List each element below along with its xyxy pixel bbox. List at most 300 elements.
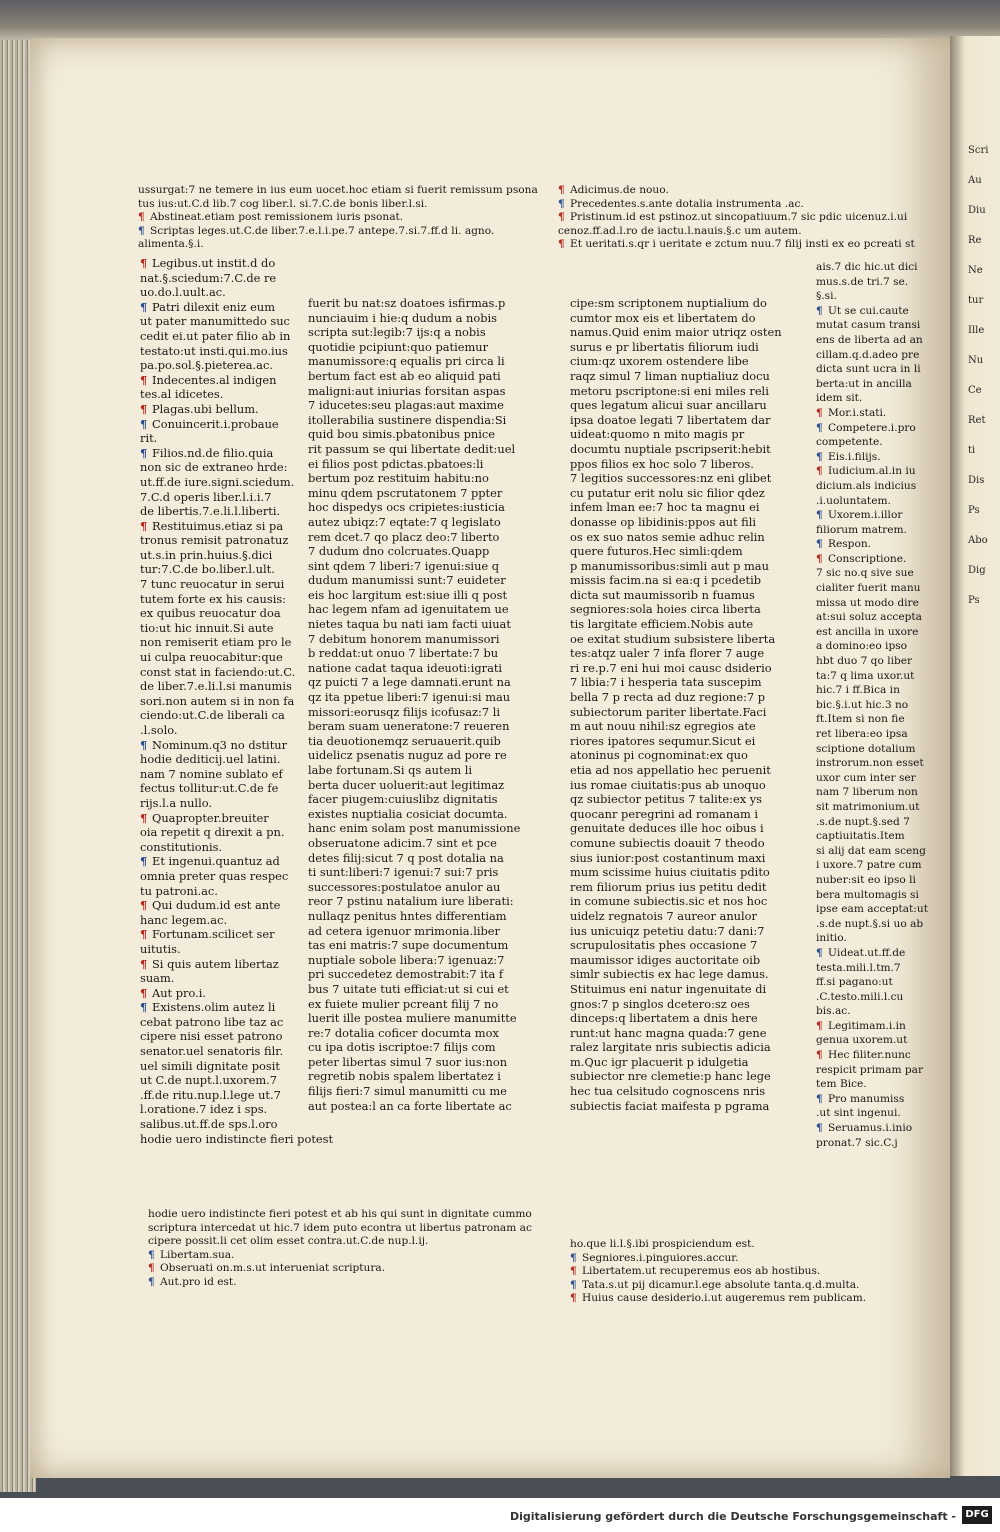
rubric-pilcrow-icon: ¶ bbox=[138, 224, 145, 237]
text-line bbox=[816, 902, 928, 917]
line-text: Plagas.ubi bellum. bbox=[152, 401, 259, 416]
text-line bbox=[570, 442, 782, 457]
line-text: Hec filiter.nunc bbox=[828, 1049, 911, 1062]
text-line bbox=[570, 792, 782, 807]
line-text: cedit ei.ut pater filio ab in bbox=[140, 328, 291, 343]
rubric-pilcrow-icon: ¶ bbox=[140, 927, 148, 942]
text-line bbox=[308, 719, 520, 734]
text-line bbox=[308, 369, 520, 384]
rubric-pilcrow-icon: ¶ bbox=[148, 1262, 155, 1275]
text-line bbox=[816, 464, 928, 479]
line-text: salibus.ut.ff.de sps.l.oro bbox=[140, 1117, 278, 1132]
text-line bbox=[308, 573, 520, 588]
line-text: qz subiector petitus 7 talite:ex ys bbox=[570, 792, 763, 807]
text-line bbox=[816, 552, 928, 567]
rubric-pilcrow-icon: ¶ bbox=[816, 1122, 823, 1135]
line-text: Patri dilexit eniz eum bbox=[152, 299, 276, 314]
line-text: 7 legitios successores:nz eni glibet bbox=[570, 471, 772, 486]
text-line bbox=[308, 880, 520, 895]
text-line bbox=[570, 705, 782, 720]
line-text: ui culpa reuocabitur:que bbox=[140, 650, 283, 665]
text-line bbox=[570, 1011, 782, 1026]
text-line bbox=[308, 354, 520, 369]
right-page-fragment: Dig bbox=[968, 565, 986, 576]
text-line bbox=[570, 486, 782, 501]
line-text: Pro manumiss bbox=[828, 1092, 905, 1105]
text-line bbox=[308, 661, 520, 676]
text-line bbox=[570, 967, 782, 982]
line-text: cipere possit.li cet olim esset contra.ut.C.de nup.l.ij. bbox=[148, 1235, 429, 1248]
line-text: dicta sunt ucra in li bbox=[816, 363, 921, 376]
line-text: bic.§.i.ut hic.3 no bbox=[816, 698, 909, 711]
text-line bbox=[148, 1276, 532, 1290]
text-line bbox=[570, 865, 782, 880]
line-text: uidelz regnatois 7 aureor anulor bbox=[570, 908, 757, 923]
text-line bbox=[140, 708, 333, 723]
text-line bbox=[308, 953, 520, 968]
line-text: simlr subiectis ex hac lege damus. bbox=[570, 967, 769, 982]
rubric-pilcrow-icon: ¶ bbox=[816, 450, 823, 463]
rubric-pilcrow-icon: ¶ bbox=[816, 552, 823, 565]
rubric-pilcrow-icon: ¶ bbox=[570, 1278, 577, 1291]
line-text: ques legatum alicui suar ancillaru bbox=[570, 398, 767, 413]
line-text: .C.testo.mili.l.cu bbox=[816, 990, 904, 1003]
line-text: ut.ff.de iure.signi.sciedum. bbox=[140, 474, 295, 489]
rubric-pilcrow-icon: ¶ bbox=[816, 465, 823, 478]
text-line bbox=[140, 957, 333, 972]
right-page-fragment: Re bbox=[968, 235, 982, 246]
text-line bbox=[570, 1069, 782, 1084]
text-line bbox=[140, 694, 333, 709]
line-text: existes nuptialia cosiciat documta. bbox=[308, 806, 508, 821]
line-text: riores ipatores sequmur.Sicut ei bbox=[570, 733, 756, 748]
line-text: Seruamus.i.inio bbox=[828, 1122, 913, 1135]
text-line bbox=[308, 325, 520, 340]
line-text: facer piugem:cuiuslibz dignitatis bbox=[308, 792, 498, 807]
text-line bbox=[308, 792, 520, 807]
line-text: rit. bbox=[140, 431, 158, 446]
line-text: ut C.de nupt.l.uxorem.7 bbox=[140, 1073, 278, 1088]
rubric-pilcrow-icon: ¶ bbox=[148, 1248, 155, 1261]
line-text: rem filiorum prius ius petitu dedit bbox=[570, 879, 767, 894]
text-line bbox=[816, 406, 928, 421]
line-text: Eis.i.filijs. bbox=[828, 450, 881, 463]
rubric-pilcrow-icon: ¶ bbox=[558, 211, 565, 224]
text-line bbox=[308, 821, 520, 836]
line-text: respicit primam par bbox=[816, 1063, 924, 1076]
line-text: nat.§.sciedum:7.C.de re bbox=[140, 270, 277, 285]
text-line bbox=[308, 734, 520, 749]
text-line bbox=[138, 211, 538, 225]
text-line bbox=[140, 913, 333, 928]
right-page-fragment: Au bbox=[968, 175, 982, 186]
line-text: bus 7 uitate tuti efficiat:ut si cui et bbox=[308, 981, 509, 996]
line-text: labe fortunam.Si qs autem li bbox=[308, 763, 473, 777]
gloss-column-right bbox=[816, 260, 928, 1150]
line-text: natione cadat taqua ideuoti:igrati bbox=[308, 660, 503, 675]
line-text: successores:postulatoe anulor au bbox=[308, 879, 501, 894]
text-line bbox=[140, 344, 333, 359]
line-text: Tata.s.ut pij dicamur.l.ege absolute tanta.q.d.multa. bbox=[582, 1278, 860, 1291]
main-text-column-2 bbox=[570, 296, 782, 1113]
text-line bbox=[140, 942, 333, 957]
text-line bbox=[140, 460, 333, 475]
line-text: sit matrimonium.ut bbox=[816, 800, 920, 813]
text-line bbox=[558, 211, 915, 225]
text-line bbox=[140, 767, 333, 782]
line-text: hec tua celsitudo cognoscens nris bbox=[570, 1084, 766, 1099]
line-text: si alij dat eam sceng bbox=[816, 844, 926, 857]
line-text: Nominum.q3 no dstitur bbox=[152, 737, 288, 752]
rubric-pilcrow-icon: ¶ bbox=[140, 854, 148, 869]
line-text: Conuincerit.i.probaue bbox=[152, 416, 279, 431]
text-line bbox=[570, 413, 782, 428]
line-text: tur:7.C.de bo.liber.l.ult. bbox=[140, 562, 275, 577]
text-line bbox=[570, 719, 782, 734]
text-line bbox=[816, 494, 928, 509]
text-line bbox=[816, 421, 928, 436]
text-line bbox=[140, 548, 333, 563]
line-text: ri re.p.7 eni hui moi causc dsiderio bbox=[570, 660, 772, 675]
text-line bbox=[140, 781, 333, 796]
text-line bbox=[570, 1084, 782, 1099]
line-text: 7 dudum dno colcruates.Quapp bbox=[308, 544, 490, 559]
right-page-fragment: Dis bbox=[968, 475, 985, 486]
text-line bbox=[816, 873, 928, 888]
text-line bbox=[308, 530, 520, 545]
line-text: beram suam ueneratone:7 reueren bbox=[308, 719, 510, 734]
text-line bbox=[138, 238, 538, 252]
text-line bbox=[308, 924, 520, 939]
rubric-pilcrow-icon: ¶ bbox=[140, 372, 148, 387]
line-text: uel simili dignitate posit bbox=[140, 1058, 280, 1073]
text-line bbox=[308, 442, 520, 457]
text-line bbox=[570, 1238, 866, 1252]
text-line bbox=[570, 675, 782, 690]
text-line bbox=[308, 909, 520, 924]
text-line bbox=[140, 869, 333, 884]
line-text: scriptura intercedat ut hic.7 idem puto econtra ut libertus patronam ac bbox=[148, 1221, 532, 1234]
text-line bbox=[308, 413, 520, 428]
text-line bbox=[140, 854, 333, 869]
text-line bbox=[816, 362, 928, 377]
line-text: cialiter fuerit manu bbox=[816, 582, 921, 595]
line-text: berta:ut in ancilla bbox=[816, 377, 912, 390]
text-line bbox=[140, 825, 333, 840]
line-text: cillam.q.d.adeo pre bbox=[816, 348, 920, 361]
bottom-gloss-left bbox=[148, 1208, 532, 1290]
text-line bbox=[308, 748, 520, 763]
text-line bbox=[816, 639, 928, 654]
rubric-pilcrow-icon: ¶ bbox=[816, 406, 823, 419]
line-text: luerit ille postea muliere manumitte bbox=[308, 1011, 517, 1026]
text-line bbox=[140, 665, 333, 680]
line-text: cium:qz uxorem ostendere libe bbox=[570, 354, 749, 369]
text-line bbox=[140, 431, 333, 446]
line-text: b reddat:ut onuo 7 libertate:7 bu bbox=[308, 646, 499, 661]
text-line bbox=[816, 304, 928, 319]
line-text: missori:eorusqz filijs icofusaz:7 li bbox=[308, 704, 501, 719]
line-text: Scriptas leges.ut.C.de liber.7.e.l.i.pe.7 antepe.7.si.7.ff.d li. agno. bbox=[150, 224, 495, 237]
line-text: qz ita ppetue liberi:7 igenui:si mau bbox=[308, 690, 511, 705]
line-text: ad cetera igenuor mrimonia.liber bbox=[308, 923, 500, 938]
text-line bbox=[570, 296, 782, 311]
rubric-pilcrow-icon: ¶ bbox=[140, 256, 148, 270]
line-text: idem sit. bbox=[816, 392, 863, 405]
text-line bbox=[148, 1208, 532, 1222]
rubric-pilcrow-icon: ¶ bbox=[816, 1049, 823, 1062]
text-line bbox=[570, 559, 782, 574]
line-text: p manumissoribus:simli aut p mau bbox=[570, 558, 769, 573]
line-text: minu qdem pscrutatonem 7 ppter bbox=[308, 485, 503, 500]
text-line bbox=[570, 325, 782, 340]
line-text: ei filios post pdictas.pbatoes:li bbox=[308, 456, 484, 471]
right-page-fragment: Ne bbox=[968, 265, 983, 276]
line-text: Adicimus.de nouo. bbox=[570, 184, 669, 196]
text-line bbox=[816, 990, 928, 1005]
line-text: Abstineat.etiam post remissionem iuris psonat. bbox=[150, 211, 404, 224]
rubric-pilcrow-icon: ¶ bbox=[816, 421, 823, 434]
line-text: nunciauim i hie:q dudum a nobis bbox=[308, 310, 498, 325]
line-text: Huius cause desiderio.i.ut augeremus rem publicam. bbox=[582, 1292, 867, 1305]
line-text: itollerabilia sustinere dispendia:Si bbox=[308, 412, 507, 427]
line-text: etia ad nos appellatio hec peruenit bbox=[570, 763, 771, 777]
line-text: nullaqz penitus hntes differentiam bbox=[308, 908, 507, 923]
line-text: cu ipa dotis iscriptoe:7 filijs com bbox=[308, 1040, 496, 1055]
text-line bbox=[308, 486, 520, 501]
rubric-pilcrow-icon: ¶ bbox=[816, 304, 823, 317]
line-text: Mor.i.stati. bbox=[828, 406, 887, 419]
text-line bbox=[816, 756, 928, 771]
line-text: cenoz.ff.ad.l.ro de iactu.l.nauis.§.c um autem. bbox=[558, 224, 802, 237]
text-line bbox=[816, 654, 928, 669]
text-line bbox=[140, 562, 333, 577]
line-text: segniores:sola hoies circa liberta bbox=[570, 602, 761, 617]
line-text: initio. bbox=[816, 932, 847, 945]
line-text: const stat in faciendo:ut.C. bbox=[140, 664, 296, 679]
text-line bbox=[308, 982, 520, 997]
line-text: subiectorum pariter libertate.Faci bbox=[570, 704, 767, 719]
line-text: Obseruati on.m.s.ut interueniat scriptura. bbox=[160, 1262, 386, 1275]
text-line bbox=[558, 184, 915, 198]
line-text: bertum poz restituim habitu:no bbox=[308, 471, 489, 486]
text-line bbox=[570, 1252, 866, 1266]
line-text: rem dcet.7 qo placz deo:7 liberto bbox=[308, 529, 500, 544]
line-text: Pristinum.id est pstinoz.ut sincopatiuum.7 sic pdic uicenuz.i.ui bbox=[570, 211, 908, 224]
text-line bbox=[140, 314, 333, 329]
line-text: uideat:quomo n mito magis pr bbox=[570, 427, 745, 442]
line-text: ex quibus reuocatur doa bbox=[140, 606, 281, 621]
line-text: hac legem nfam ad igenuitatem ue bbox=[308, 602, 509, 617]
text-line bbox=[140, 1073, 333, 1088]
text-line bbox=[308, 690, 520, 705]
text-line bbox=[570, 1292, 866, 1306]
text-line bbox=[570, 617, 782, 632]
line-text: ralez largitate nris subiectis adicia bbox=[570, 1040, 771, 1055]
text-line bbox=[570, 1040, 782, 1055]
text-line bbox=[816, 318, 928, 333]
line-text: a domino:eo ipso bbox=[816, 640, 908, 653]
line-text: testa.mili.l.tm.7 bbox=[816, 961, 901, 974]
text-line bbox=[570, 807, 782, 822]
line-text: quid bou simis.pbatonibus pnice bbox=[308, 427, 495, 442]
line-text: filiorum matrem. bbox=[816, 523, 907, 536]
line-text: tem Bice. bbox=[816, 1078, 867, 1091]
text-line bbox=[140, 417, 333, 432]
text-line bbox=[816, 1063, 928, 1078]
text-line bbox=[140, 519, 333, 534]
text-line bbox=[308, 851, 520, 866]
line-text: Uxorem.i.illor bbox=[828, 509, 903, 522]
line-text: sius iunior:post costantinum maxi bbox=[570, 850, 766, 865]
text-line bbox=[570, 997, 782, 1012]
line-text: metoru pscriptone:si eni miles reli bbox=[570, 383, 769, 398]
line-text: constitutionis. bbox=[140, 839, 223, 854]
line-text: atoninus pi cognominat:ex quo bbox=[570, 748, 748, 763]
line-text: de liber.7.e.li.l.si manumis bbox=[140, 679, 292, 694]
text-line bbox=[140, 1000, 333, 1015]
text-line bbox=[570, 530, 782, 545]
text-line bbox=[140, 300, 333, 315]
line-text: ius romae ciuitatis:pus ab unoquo bbox=[570, 777, 766, 792]
line-text: .ut sint ingenui. bbox=[816, 1107, 901, 1120]
text-line bbox=[570, 588, 782, 603]
line-text: peter libertas simul 7 suor ius:non bbox=[308, 1054, 508, 1069]
line-text: suam. bbox=[140, 971, 175, 986]
line-text: cumtor mox eis et libertatem do bbox=[570, 310, 756, 325]
text-line bbox=[308, 398, 520, 413]
right-page-fragment: Ille bbox=[968, 325, 985, 336]
line-text: raqz simul 7 liman nuptialiuz docu bbox=[570, 368, 770, 383]
line-text: nuptiale sobole libera:7 igenuaz:7 bbox=[308, 952, 505, 967]
line-text: eis hoc largitum est:siue illi q post bbox=[308, 587, 508, 602]
rubric-pilcrow-icon: ¶ bbox=[140, 401, 148, 416]
line-text: .s.de nupt.§.si uo ab bbox=[816, 917, 924, 930]
line-text: nuber:sit eo ipso li bbox=[816, 873, 916, 886]
text-line bbox=[816, 785, 928, 800]
text-line bbox=[816, 435, 928, 450]
line-text: tio:ut hic innuit.Si aute bbox=[140, 620, 274, 635]
line-text: ussurgat:7 ne temere in ius eum uocet.hoc etiam si fuerit remissum psona bbox=[138, 184, 538, 196]
line-text: uidelicz psenatis nuguz ad pore re bbox=[308, 748, 507, 763]
line-text: Competere.i.pro bbox=[828, 421, 916, 434]
line-text: Conscriptione. bbox=[828, 552, 907, 565]
line-text: rijs.l.a nullo. bbox=[140, 795, 212, 810]
text-line bbox=[140, 475, 333, 490]
text-line bbox=[816, 669, 928, 684]
text-line bbox=[308, 457, 520, 472]
line-text: dudum manumissi sunt:7 euideter bbox=[308, 573, 506, 588]
line-text: mutat casum transi bbox=[816, 319, 921, 332]
text-line bbox=[570, 602, 782, 617]
text-line bbox=[138, 184, 538, 198]
text-line bbox=[570, 1099, 782, 1114]
line-text: .s.de nupt.§.sed 7 bbox=[816, 815, 910, 828]
line-text: Uideat.ut.ff.de bbox=[828, 946, 906, 959]
text-line bbox=[570, 384, 782, 399]
line-text: Indecentes.al indigen bbox=[152, 372, 277, 387]
text-line bbox=[140, 752, 333, 767]
text-line bbox=[816, 683, 928, 698]
line-text: manumissore:q equalis pri circa li bbox=[308, 354, 505, 369]
text-line bbox=[816, 975, 928, 990]
text-line bbox=[308, 865, 520, 880]
text-line bbox=[308, 311, 520, 326]
line-text: dicta sut maumissorib n fuamus bbox=[570, 587, 755, 602]
line-text: tes.al idicetes. bbox=[140, 387, 224, 402]
line-text: Ut se cui.caute bbox=[828, 304, 909, 317]
line-text: hanc legem.ac. bbox=[140, 912, 228, 927]
text-line bbox=[140, 1059, 333, 1074]
line-text: bella 7 p recta ad duz regione:7 p bbox=[570, 690, 766, 705]
text-line bbox=[816, 946, 928, 961]
line-text: captiuitatis.Item bbox=[816, 830, 905, 843]
text-line bbox=[140, 796, 333, 811]
text-line bbox=[816, 1092, 928, 1107]
top-gloss-left bbox=[138, 184, 538, 252]
right-page-fragment: tur bbox=[968, 295, 984, 306]
text-line bbox=[570, 953, 782, 968]
line-text: omnia preter quas respec bbox=[140, 868, 289, 883]
text-line bbox=[140, 1015, 333, 1030]
line-text: ft.Item si non fie bbox=[816, 713, 905, 726]
line-text: oia repetit q direxit a pn. bbox=[140, 825, 285, 840]
line-text: re:7 dotalia coficer documta mox bbox=[308, 1025, 499, 1040]
text-line bbox=[308, 997, 520, 1012]
text-line bbox=[308, 1011, 520, 1026]
line-text: at:sui soluz accepta bbox=[816, 611, 922, 624]
text-line bbox=[570, 880, 782, 895]
line-text: Libertatem.ut recuperemus eos ab hostibus. bbox=[582, 1265, 821, 1278]
text-line bbox=[308, 544, 520, 559]
gloss-column-left bbox=[140, 256, 333, 1146]
rubric-pilcrow-icon: ¶ bbox=[140, 416, 148, 431]
line-text: Legitimam.i.in bbox=[828, 1019, 906, 1032]
line-text: hanc enim solam post manumissione bbox=[308, 821, 521, 836]
text-line bbox=[138, 198, 538, 212]
right-page-fragment: Nu bbox=[968, 355, 984, 366]
text-line bbox=[140, 650, 333, 665]
text-line bbox=[816, 858, 928, 873]
line-text: ipse eam acceptat:ut bbox=[816, 903, 928, 916]
text-line bbox=[308, 1069, 520, 1084]
text-line bbox=[140, 256, 333, 271]
text-line bbox=[140, 986, 333, 1001]
right-page-fragment: Ret bbox=[968, 415, 986, 426]
text-line bbox=[816, 391, 928, 406]
text-line bbox=[570, 778, 782, 793]
text-line bbox=[140, 635, 333, 650]
line-text: de libertis.7.e.li.l.liberti. bbox=[140, 504, 281, 519]
text-line bbox=[140, 679, 333, 694]
line-text: Aut pro.i. bbox=[152, 985, 207, 1000]
line-text: regretib nobis spalem libertatez i bbox=[308, 1069, 501, 1084]
rubric-pilcrow-icon: ¶ bbox=[140, 898, 148, 913]
text-line bbox=[308, 296, 520, 311]
line-text: testato:ut insti.qui.mo.ius bbox=[140, 343, 288, 358]
text-line bbox=[816, 1019, 928, 1034]
line-text: quotidie pcipiunt:quo patiemur bbox=[308, 339, 489, 354]
text-line bbox=[570, 763, 782, 778]
text-line bbox=[308, 427, 520, 442]
text-line bbox=[570, 734, 782, 749]
text-line bbox=[570, 1279, 866, 1293]
text-line bbox=[816, 1004, 928, 1019]
line-text: instrorum.non esset bbox=[816, 757, 924, 770]
text-line bbox=[570, 836, 782, 851]
text-line bbox=[816, 1048, 928, 1063]
text-line bbox=[570, 369, 782, 384]
